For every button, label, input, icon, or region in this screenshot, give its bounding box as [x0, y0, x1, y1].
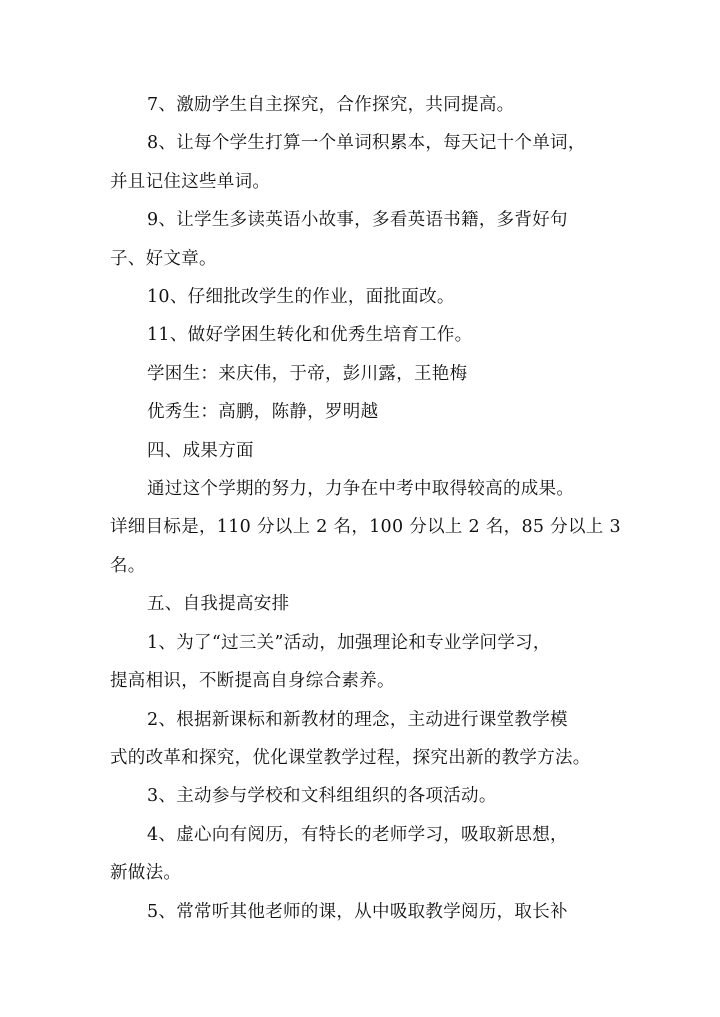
text-line: 通过这个学期的努力，力争在中考中取得较高的成果。 [147, 479, 575, 500]
text-line: 学困生：来庆伟，于帝，彭川露，王艳梅 [147, 363, 468, 384]
text-line: 5、常常听其他老师的课，从中吸取教学阅历，取长补 [147, 901, 568, 922]
text-line: 新做法。 [110, 863, 182, 884]
text-line: 10、仔细批改学生的作业，面批面改。 [147, 287, 455, 308]
text-line: 8、让每个学生打算一个单词积累本，每天记十个单词， [147, 133, 586, 154]
text-line: 式的改革和探究，优化课堂教学过程，探究出新的教学方法。 [110, 747, 591, 768]
text-line: 详细目标是，110 分以上 2 名，100 分以上 2 名，85 分以上 3 [110, 517, 621, 538]
text-line: 优秀生：高鹏，陈静，罗明越 [147, 402, 379, 423]
text-line: 子、好文章。 [110, 248, 217, 269]
text-line: 3、主动参与学校和文科组组织的各项活动。 [147, 786, 497, 807]
section-heading: 四、成果方面 [147, 440, 254, 461]
text-line: 9、让学生多读英语小故事，多看英语书籍，多背好句 [147, 210, 568, 231]
text-line: 2、根据新课标和新教材的理念，主动进行课堂教学模 [147, 709, 568, 730]
text-line: 名。 [110, 555, 146, 576]
text-line: 11、做好学困生转化和优秀生培育工作。 [147, 325, 473, 346]
text-line: 提高相识，不断提高自身综合素养。 [110, 671, 395, 692]
text-line: 4、虚心向有阅历，有特长的老师学习，吸取新思想， [147, 824, 568, 845]
text-line: 7、激励学生自主探究，合作探究，共同提高。 [147, 95, 515, 115]
section-heading: 五、自我提高安排 [147, 594, 290, 615]
document-body [110, 86, 621, 931]
text-line: 1、为了“过三关”活动，加强理论和专业学问学习， [147, 632, 551, 653]
text-line: 并且记住这些单词。 [110, 171, 271, 192]
